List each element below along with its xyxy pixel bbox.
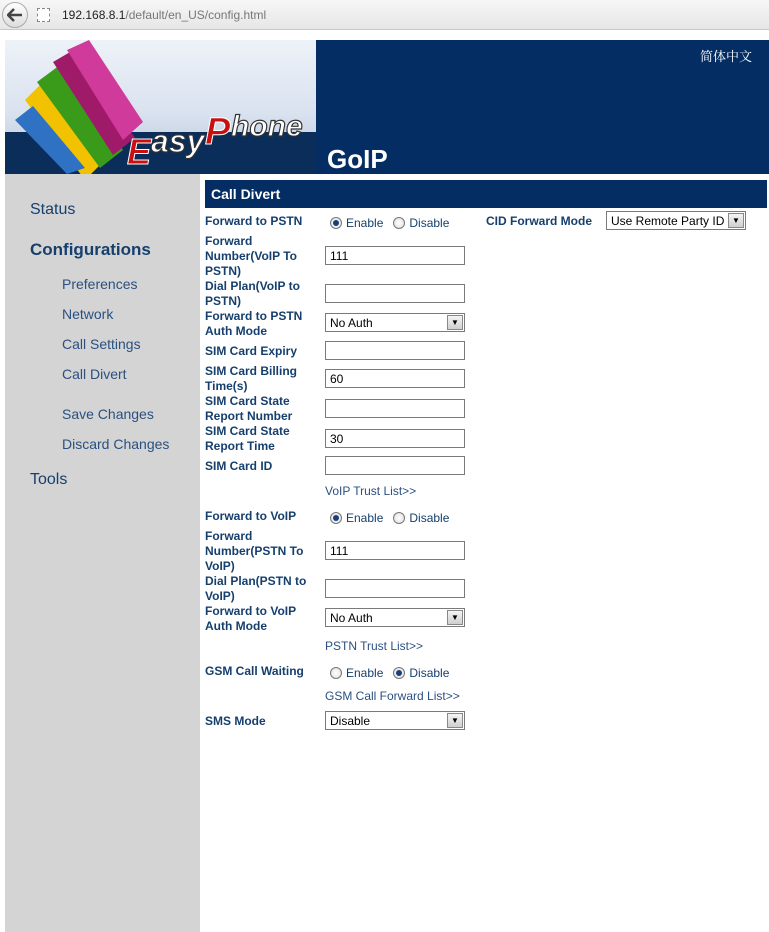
gsm-call-waiting-disable-radio[interactable] — [393, 667, 405, 679]
nav-call-settings[interactable]: Call Settings — [62, 336, 141, 352]
gsm-call-waiting-enable-radio[interactable] — [330, 667, 342, 679]
forward-number-pstn-to-voip-label: Forward Number(PSTN To VoIP) — [205, 529, 304, 573]
browser-toolbar — [0, 0, 769, 30]
chevron-down-icon: ▼ — [447, 713, 463, 728]
dial-plan-pstn-to-voip-input[interactable] — [325, 579, 465, 598]
easyphone-logo — [5, 40, 316, 174]
nav-configurations[interactable]: Configurations — [30, 240, 151, 259]
sim-card-id-label: SIM Card ID — [205, 459, 273, 473]
forward-to-voip-auth-mode-label: Forward to VoIP Auth Mode — [205, 604, 296, 633]
forward-to-pstn-label: Forward to PSTN — [205, 214, 303, 228]
disable-label: Disable — [409, 216, 450, 230]
pstn-trust-list-link[interactable]: PSTN Trust List>> — [325, 639, 424, 653]
main-content — [200, 174, 769, 932]
product-name: GoIP — [327, 144, 388, 174]
nav-status[interactable]: Status — [30, 201, 76, 218]
address-bar[interactable] — [62, 8, 266, 22]
gsm-call-waiting-label: GSM Call Waiting — [205, 664, 304, 678]
enable-label: Enable — [346, 511, 384, 525]
sim-card-state-report-number-input[interactable] — [325, 399, 465, 418]
url-host: 192.168.8.1 — [62, 8, 126, 22]
forward-number-voip-to-pstn-label: Forward Number(VoIP To PSTN) — [205, 234, 298, 278]
cid-forward-mode-label: CID Forward Mode — [486, 214, 593, 228]
forward-to-voip-disable-radio[interactable] — [393, 512, 405, 524]
svg-text:hone: hone — [231, 110, 303, 143]
forward-to-voip-radios — [330, 511, 459, 525]
save-changes-link[interactable]: Save Changes — [62, 406, 154, 422]
svg-text:P: P — [205, 111, 231, 153]
forward-to-pstn-auth-mode-value: No Auth — [330, 316, 373, 330]
sim-card-state-report-number-label: SIM Card State Report Number — [205, 394, 293, 423]
sms-mode-select[interactable] — [325, 711, 465, 730]
sim-card-state-report-time-label: SIM Card State Report Time — [205, 424, 290, 453]
sim-card-billing-time-label: SIM Card Billing Time(s) — [205, 364, 298, 393]
disable-label: Disable — [409, 666, 450, 680]
nav-tools[interactable]: Tools — [30, 471, 68, 488]
cid-forward-mode-select[interactable] — [606, 211, 746, 230]
header-banner — [5, 40, 769, 174]
url-path: /default/en_US/config.html — [125, 8, 267, 22]
discard-changes-link[interactable]: Discard Changes — [62, 436, 170, 452]
sim-card-billing-time-input[interactable] — [325, 369, 465, 388]
forward-to-voip-auth-mode-select[interactable] — [325, 608, 465, 627]
sms-mode-value: Disable — [330, 714, 371, 728]
dial-plan-pstn-to-voip-label: Dial Plan(PSTN to VoIP) — [205, 574, 307, 603]
chevron-down-icon: ▼ — [447, 315, 463, 330]
arrow-left-icon — [7, 8, 23, 22]
forward-to-pstn-auth-mode-label: Forward to PSTN Auth Mode — [205, 309, 303, 338]
forward-to-voip-label: Forward to VoIP — [205, 509, 297, 523]
language-link[interactable]: 简体中文 — [699, 49, 752, 64]
sim-card-id-input[interactable] — [325, 456, 465, 475]
logo-graphic — [5, 40, 316, 174]
voip-trust-list-link[interactable]: VoIP Trust List>> — [325, 484, 417, 498]
forward-to-voip-auth-mode-value: No Auth — [330, 611, 373, 625]
nav-call-divert[interactable]: Call Divert — [62, 366, 127, 382]
page-icon — [37, 8, 50, 22]
forward-number-voip-to-pstn-input[interactable] — [325, 246, 465, 265]
dial-plan-voip-to-pstn-input[interactable] — [325, 284, 465, 303]
nav-network[interactable]: Network — [62, 306, 114, 322]
gsm-call-forward-list-link[interactable]: GSM Call Forward List>> — [325, 689, 460, 703]
section-title: Call Divert — [205, 180, 767, 208]
forward-to-pstn-auth-mode-select[interactable] — [325, 313, 465, 332]
dial-plan-voip-to-pstn-label: Dial Plan(VoIP to PSTN) — [205, 279, 300, 308]
enable-label: Enable — [346, 666, 384, 680]
nav-preferences[interactable]: Preferences — [62, 276, 138, 292]
chevron-down-icon: ▼ — [728, 213, 744, 228]
sim-card-expiry-label: SIM Card Expiry — [205, 344, 298, 358]
cid-forward-mode-value: Use Remote Party ID — [611, 214, 725, 228]
sms-mode-label: SMS Mode — [205, 714, 266, 728]
sim-card-expiry-input[interactable] — [325, 341, 465, 360]
back-button[interactable] — [2, 2, 28, 28]
gsm-call-waiting-radios — [330, 666, 459, 680]
forward-number-pstn-to-voip-input[interactable] — [325, 541, 465, 560]
forward-to-pstn-disable-radio[interactable] — [393, 217, 405, 229]
chevron-down-icon: ▼ — [447, 610, 463, 625]
svg-text:asy: asy — [151, 123, 205, 159]
sim-card-state-report-time-input[interactable] — [325, 429, 465, 448]
enable-label: Enable — [346, 216, 384, 230]
disable-label: Disable — [409, 511, 450, 525]
forward-to-pstn-enable-radio[interactable] — [330, 217, 342, 229]
svg-text:E: E — [127, 131, 152, 172]
forward-to-pstn-radios — [330, 216, 459, 230]
forward-to-voip-enable-radio[interactable] — [330, 512, 342, 524]
sidebar — [5, 174, 200, 932]
